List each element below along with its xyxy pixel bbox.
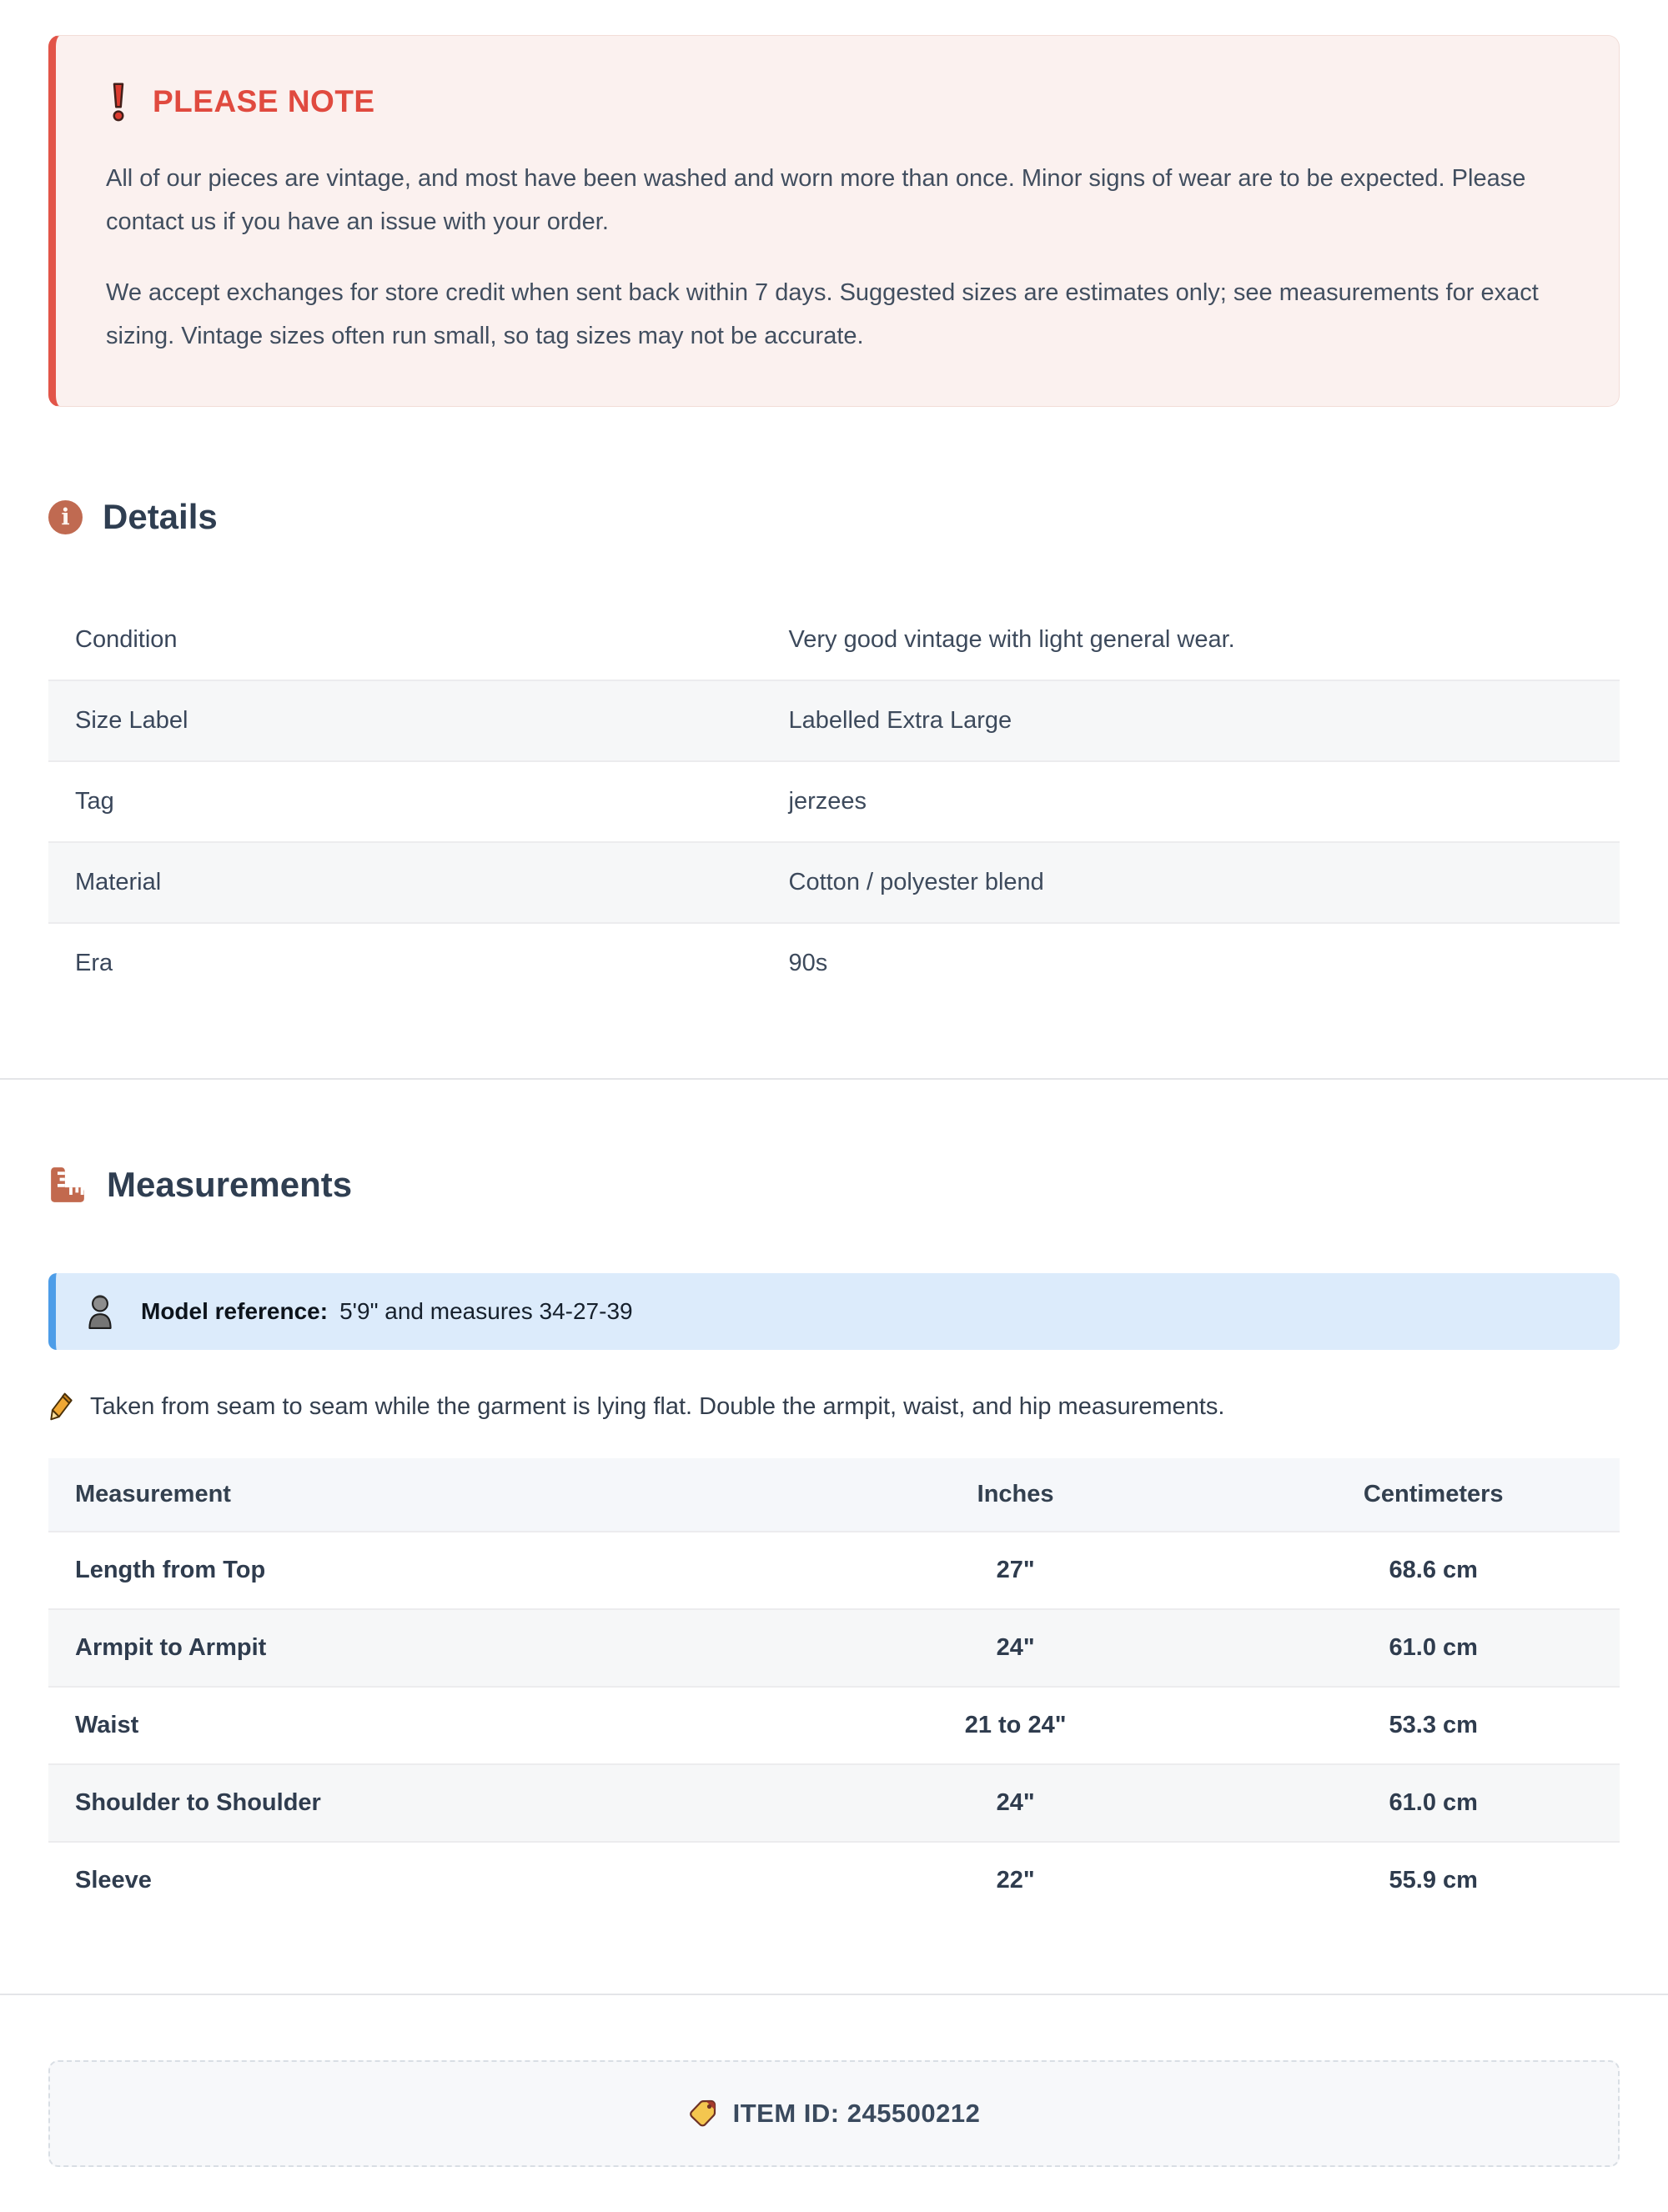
pencil-icon <box>48 1392 75 1422</box>
table-row <box>48 680 1620 760</box>
detail-value: Cotton / polyester blend <box>788 869 1044 896</box>
table-row <box>48 1531 1620 1608</box>
model-reference-value: 5'9" and measures 34-27-39 <box>339 1298 633 1325</box>
column-header: Measurement <box>75 1481 231 1508</box>
measurement-cm: 55.9 cm <box>1389 1867 1478 1894</box>
detail-value: Very good vintage with light general wear. <box>788 626 1235 654</box>
measurements-section-title: Measurements <box>107 1165 353 1205</box>
details-section-title: Details <box>103 497 218 537</box>
measurement-inches: 24" <box>996 1789 1035 1817</box>
detail-value: jerzees <box>788 788 867 815</box>
column-header: Centimeters <box>1363 1481 1504 1508</box>
measurements-section-heading <box>48 1165 1620 1205</box>
measurement-name: Sleeve <box>75 1867 152 1894</box>
details-table <box>48 600 1620 1003</box>
measurement-name: Shoulder to Shoulder <box>75 1789 321 1817</box>
measuring-note <box>48 1392 1620 1422</box>
measurement-cm: 68.6 cm <box>1389 1557 1478 1584</box>
model-reference-label: Model reference: <box>141 1298 329 1325</box>
detail-value: Labelled Extra Large <box>788 707 1012 735</box>
table-row <box>48 922 1620 1003</box>
tag-icon <box>688 2099 718 2129</box>
measurements-table-header <box>48 1458 1620 1531</box>
alert-title-row <box>106 81 1567 123</box>
person-icon <box>83 1293 118 1330</box>
item-id-label: ITEM ID: 245500212 <box>732 2099 981 2129</box>
column-header: Inches <box>977 1481 1054 1508</box>
details-section-heading <box>48 497 1620 537</box>
measurement-inches: 27" <box>996 1557 1035 1584</box>
ruler-icon <box>48 1166 87 1204</box>
detail-value: 90s <box>788 950 828 977</box>
table-row <box>48 600 1620 680</box>
please-note-alert <box>48 35 1620 407</box>
info-icon: i <box>48 500 83 534</box>
table-row <box>48 1608 1620 1686</box>
measurement-cm: 61.0 cm <box>1389 1789 1478 1817</box>
measurement-name: Waist <box>75 1712 139 1739</box>
section-divider <box>0 1078 1668 1080</box>
detail-label: Size Label <box>75 707 188 735</box>
detail-label: Tag <box>75 788 114 815</box>
exclamation-icon <box>106 81 131 123</box>
table-row <box>48 841 1620 922</box>
measurement-inches: 21 to 24" <box>964 1712 1067 1739</box>
measurement-name: Armpit to Armpit <box>75 1634 267 1662</box>
measurement-inches: 22" <box>996 1867 1035 1894</box>
detail-label: Condition <box>75 626 178 654</box>
table-row <box>48 760 1620 841</box>
section-divider <box>0 1994 1668 1995</box>
measurements-table <box>48 1458 1620 1919</box>
alert-title: PLEASE NOTE <box>153 84 375 118</box>
table-row <box>48 1763 1620 1841</box>
table-row <box>48 1841 1620 1919</box>
measurement-inches: 24" <box>996 1634 1035 1662</box>
measurement-name: Length from Top <box>75 1557 266 1584</box>
measurement-cm: 61.0 cm <box>1389 1634 1478 1662</box>
detail-label: Era <box>75 950 113 977</box>
measurement-cm: 53.3 cm <box>1389 1712 1478 1739</box>
detail-label: Material <box>75 869 162 896</box>
measuring-note-text: Taken from seam to seam while the garment is lying flat. Double the armpit, waist, and hip measurements. <box>90 1392 1225 1420</box>
alert-paragraph-2: We accept exchanges for store credit when sent back within 7 days. Suggested sizes are estimates only; see measurements for exact sizing. Vintage sizes often run small, so tag sizes may not be accurate. <box>106 279 1539 349</box>
model-reference-callout <box>48 1273 1620 1350</box>
table-row <box>48 1686 1620 1763</box>
item-id-box <box>48 2060 1620 2167</box>
model-reference-text <box>141 1298 633 1325</box>
alert-paragraph-1: All of our pieces are vintage, and most have been washed and worn more than once. Minor signs of wear are to be expected. Please contact us if you have an issue with your order. <box>106 165 1526 235</box>
